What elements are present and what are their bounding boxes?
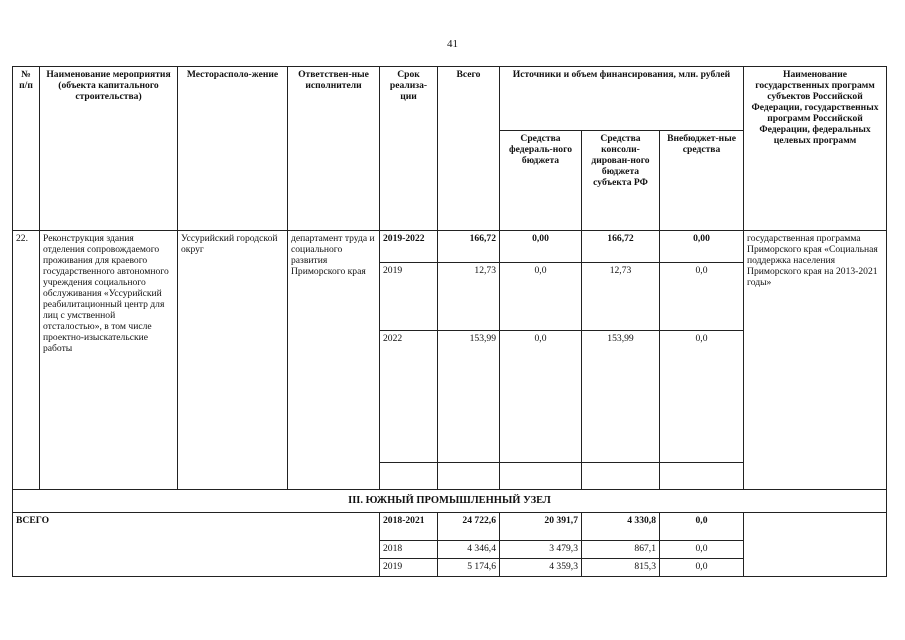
item-location: Уссурийский городской округ	[178, 231, 288, 490]
header-num: № п/п	[13, 67, 40, 231]
summary-label: ВСЕГО	[13, 513, 380, 577]
header-location: Месторасполо-жение	[178, 67, 288, 231]
summary-row	[13, 513, 887, 541]
item-num: 22.	[13, 231, 40, 490]
empty-cell	[500, 463, 582, 490]
consolidated-cell: 153,99	[582, 331, 660, 463]
section-title: III. ЮЖНЫЙ ПРОМЫШЛЕННЫЙ УЗЕЛ	[13, 490, 887, 513]
period-cell: 2018	[380, 541, 438, 559]
extrabudget-cell: 0,0	[660, 331, 744, 463]
header-row	[13, 67, 887, 131]
federal-cell: 4 359,3	[500, 559, 582, 577]
item-executor: департамент труда и социального развития Приморского края	[288, 231, 380, 490]
empty-cell	[438, 463, 500, 490]
item-program: государственная программа Приморского края «Социальная поддержка населения Приморского края на 2013-2021 годы»	[744, 231, 887, 490]
total-cell: 153,99	[438, 331, 500, 463]
federal-cell: 0,00	[500, 231, 582, 263]
total-cell: 5 174,6	[438, 559, 500, 577]
item-name: Реконструкция здания отделения сопровождаемого проживания для краевого государственного автономного учреждения социального обслуживания «Уссурийский реабилитационный центр для лиц с умственной отсталостью», в том числе проектно-изыскательские работы	[40, 231, 178, 490]
period-cell: 2019	[380, 559, 438, 577]
financing-table	[12, 66, 887, 577]
empty-cell	[582, 463, 660, 490]
federal-cell: 0,0	[500, 331, 582, 463]
extrabudget-cell: 0,0	[660, 559, 744, 577]
header-name: Наименование мероприятия (объекта капитального строительства)	[40, 67, 178, 231]
header-executors: Ответствен-ные исполнители	[288, 67, 380, 231]
consolidated-cell: 815,3	[582, 559, 660, 577]
item-row	[13, 231, 887, 263]
federal-cell: 3 479,3	[500, 541, 582, 559]
header-period: Срок реализа-ции	[380, 67, 438, 231]
period-cell: 2019-2022	[380, 231, 438, 263]
extrabudget-cell: 0,0	[660, 541, 744, 559]
empty-cell	[380, 463, 438, 490]
header-federal: Средства федераль-ного бюджета	[500, 131, 582, 231]
consolidated-cell: 867,1	[582, 541, 660, 559]
federal-cell: 0,0	[500, 263, 582, 331]
consolidated-cell: 4 330,8	[582, 513, 660, 541]
header-consolidated: Средства консоли-дирован-ного бюджета субъекта РФ	[582, 131, 660, 231]
empty-cell	[660, 463, 744, 490]
period-cell: 2019	[380, 263, 438, 331]
federal-cell: 20 391,7	[500, 513, 582, 541]
page-number: 41	[447, 38, 458, 50]
header-total: Всего	[438, 67, 500, 231]
section-row	[13, 490, 887, 513]
header-programs: Наименование государственных программ субъектов Российской Федерации, государственных программ Российской Федерации, федеральных целевых программ	[744, 67, 887, 231]
total-cell: 4 346,4	[438, 541, 500, 559]
total-cell: 12,73	[438, 263, 500, 331]
extrabudget-cell: 0,0	[660, 513, 744, 541]
summary-program	[744, 513, 887, 577]
period-cell: 2022	[380, 331, 438, 463]
header-extrabudget: Внебюджет-ные средства	[660, 131, 744, 231]
total-cell: 166,72	[438, 231, 500, 263]
consolidated-cell: 12,73	[582, 263, 660, 331]
header-sources: Источники и объем финансирования, млн. рублей	[500, 67, 744, 131]
consolidated-cell: 166,72	[582, 231, 660, 263]
extrabudget-cell: 0,0	[660, 263, 744, 331]
extrabudget-cell: 0,00	[660, 231, 744, 263]
period-cell: 2018-2021	[380, 513, 438, 541]
total-cell: 24 722,6	[438, 513, 500, 541]
